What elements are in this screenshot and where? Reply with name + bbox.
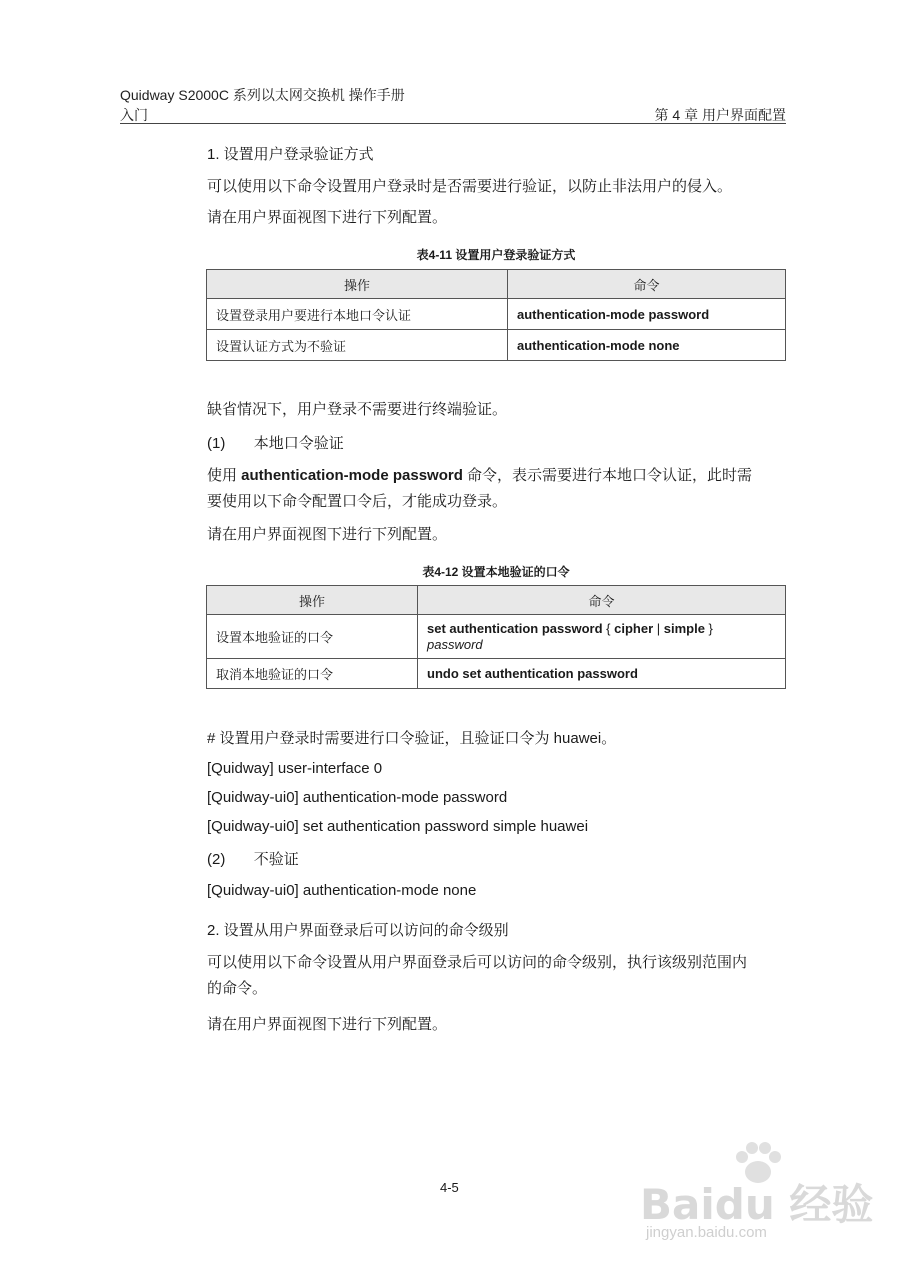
- item-2: [207, 847, 785, 873]
- table-2-op-cell: 设置本地验证的口令: [207, 615, 418, 659]
- section-2-intro-line-2: 的命令。: [207, 980, 268, 997]
- table-2-caption: 表4-12 设置本地验证的口令: [422, 565, 570, 579]
- table-2: [206, 585, 786, 689]
- table-1-cmd-cell: authentication-mode none: [508, 330, 786, 361]
- use-paragraph: [207, 463, 797, 515]
- table-row: [207, 659, 786, 689]
- section-2-intro: [207, 950, 797, 1002]
- section-1-config-note: 请在用户界面视图下进行下列配置。: [207, 209, 448, 226]
- example-line-2: [Quidway-ui0] authentication-mode password: [207, 789, 508, 806]
- table-2-header-cmd: 命令: [418, 586, 786, 615]
- section-1-heading: 1. 设置用户登录验证方式: [207, 146, 374, 163]
- section-1-intro: 可以使用以下命令设置用户登录时是否需要进行验证，以防止非法用户的侵入。: [207, 178, 733, 195]
- example-line-4: [Quidway-ui0] authentication-mode none: [207, 882, 477, 899]
- section-2-config-note: 请在用户界面视图下进行下列配置。: [207, 1016, 448, 1033]
- watermark-brand: Baidu 经验: [640, 1180, 874, 1229]
- section-2-heading: 2. 设置从用户界面登录后可以访问的命令级别: [207, 922, 509, 939]
- section-2-intro-line-1: 可以使用以下命令设置从用户界面登录后可以访问的命令级别，执行该级别范围内: [207, 954, 748, 971]
- brace-open: {: [602, 620, 615, 636]
- table-1-caption: 表4-11 设置用户登录验证方式: [416, 248, 576, 262]
- header-rule: [120, 123, 786, 124]
- table-2-cmd-cell: [418, 615, 786, 659]
- cmd-keyword: set authentication password: [427, 620, 603, 636]
- table-row: [207, 330, 786, 361]
- use-line-2: 要使用以下命令配置口令后，才能成功登录。: [207, 493, 508, 510]
- brace-close: }: [704, 620, 713, 636]
- use-command: authentication-mode password: [241, 467, 463, 484]
- table-1-op-cell: 设置认证方式为不验证: [207, 330, 508, 361]
- item-1-label: 本地口令验证: [253, 435, 344, 452]
- default-note: 缺省情况下，用户登录不需要进行终端验证。: [207, 401, 508, 418]
- option-separator: |: [653, 620, 664, 636]
- table-1-header-cmd: 命令: [508, 270, 786, 299]
- item-1: [207, 431, 785, 457]
- table-1-header-op: 操作: [207, 270, 508, 299]
- table-row: [207, 615, 786, 659]
- table-row: [207, 299, 786, 330]
- table-1-cmd-cell: authentication-mode password: [508, 299, 786, 330]
- chapter-title: 第 4 章 用户界面配置: [654, 107, 786, 123]
- item-1-number: (1): [207, 435, 226, 452]
- cmd-option-simple: simple: [663, 620, 705, 636]
- example-line-3: [Quidway-ui0] set authentication password simple huawei: [207, 818, 589, 835]
- config-note: 请在用户界面视图下进行下列配置。: [207, 526, 448, 543]
- baidu-watermark: [640, 1140, 874, 1250]
- example-line-1: [Quidway] user-interface 0: [207, 760, 383, 777]
- table-2-op-cell: 取消本地验证的口令: [207, 659, 418, 689]
- table-1: [206, 269, 786, 361]
- table-2-cmd-cell: undo set authentication password: [418, 659, 786, 689]
- item-2-number: (2): [207, 851, 226, 868]
- table-1-op-cell: 设置登录用户要进行本地口令认证: [207, 299, 508, 330]
- use-suffix: 命令，表示需要进行本地口令认证，此时需: [462, 467, 753, 484]
- cmd-option-cipher: cipher: [614, 620, 654, 636]
- doc-title: Quidway S2000C 系列以太网交换机 操作手册: [120, 87, 405, 103]
- example-comment: # 设置用户登录时需要进行口令验证，且验证口令为 huawei。: [207, 730, 617, 747]
- table-2-header-op: 操作: [207, 586, 418, 615]
- cmd-param-password: password: [427, 636, 483, 652]
- watermark-url: jingyan.baidu.com: [646, 1224, 767, 1241]
- use-prefix: 使用: [207, 467, 242, 484]
- item-2-label: 不验证: [253, 851, 299, 868]
- doc-section: 入门: [120, 107, 148, 123]
- page-number: 4-5: [440, 1180, 459, 1195]
